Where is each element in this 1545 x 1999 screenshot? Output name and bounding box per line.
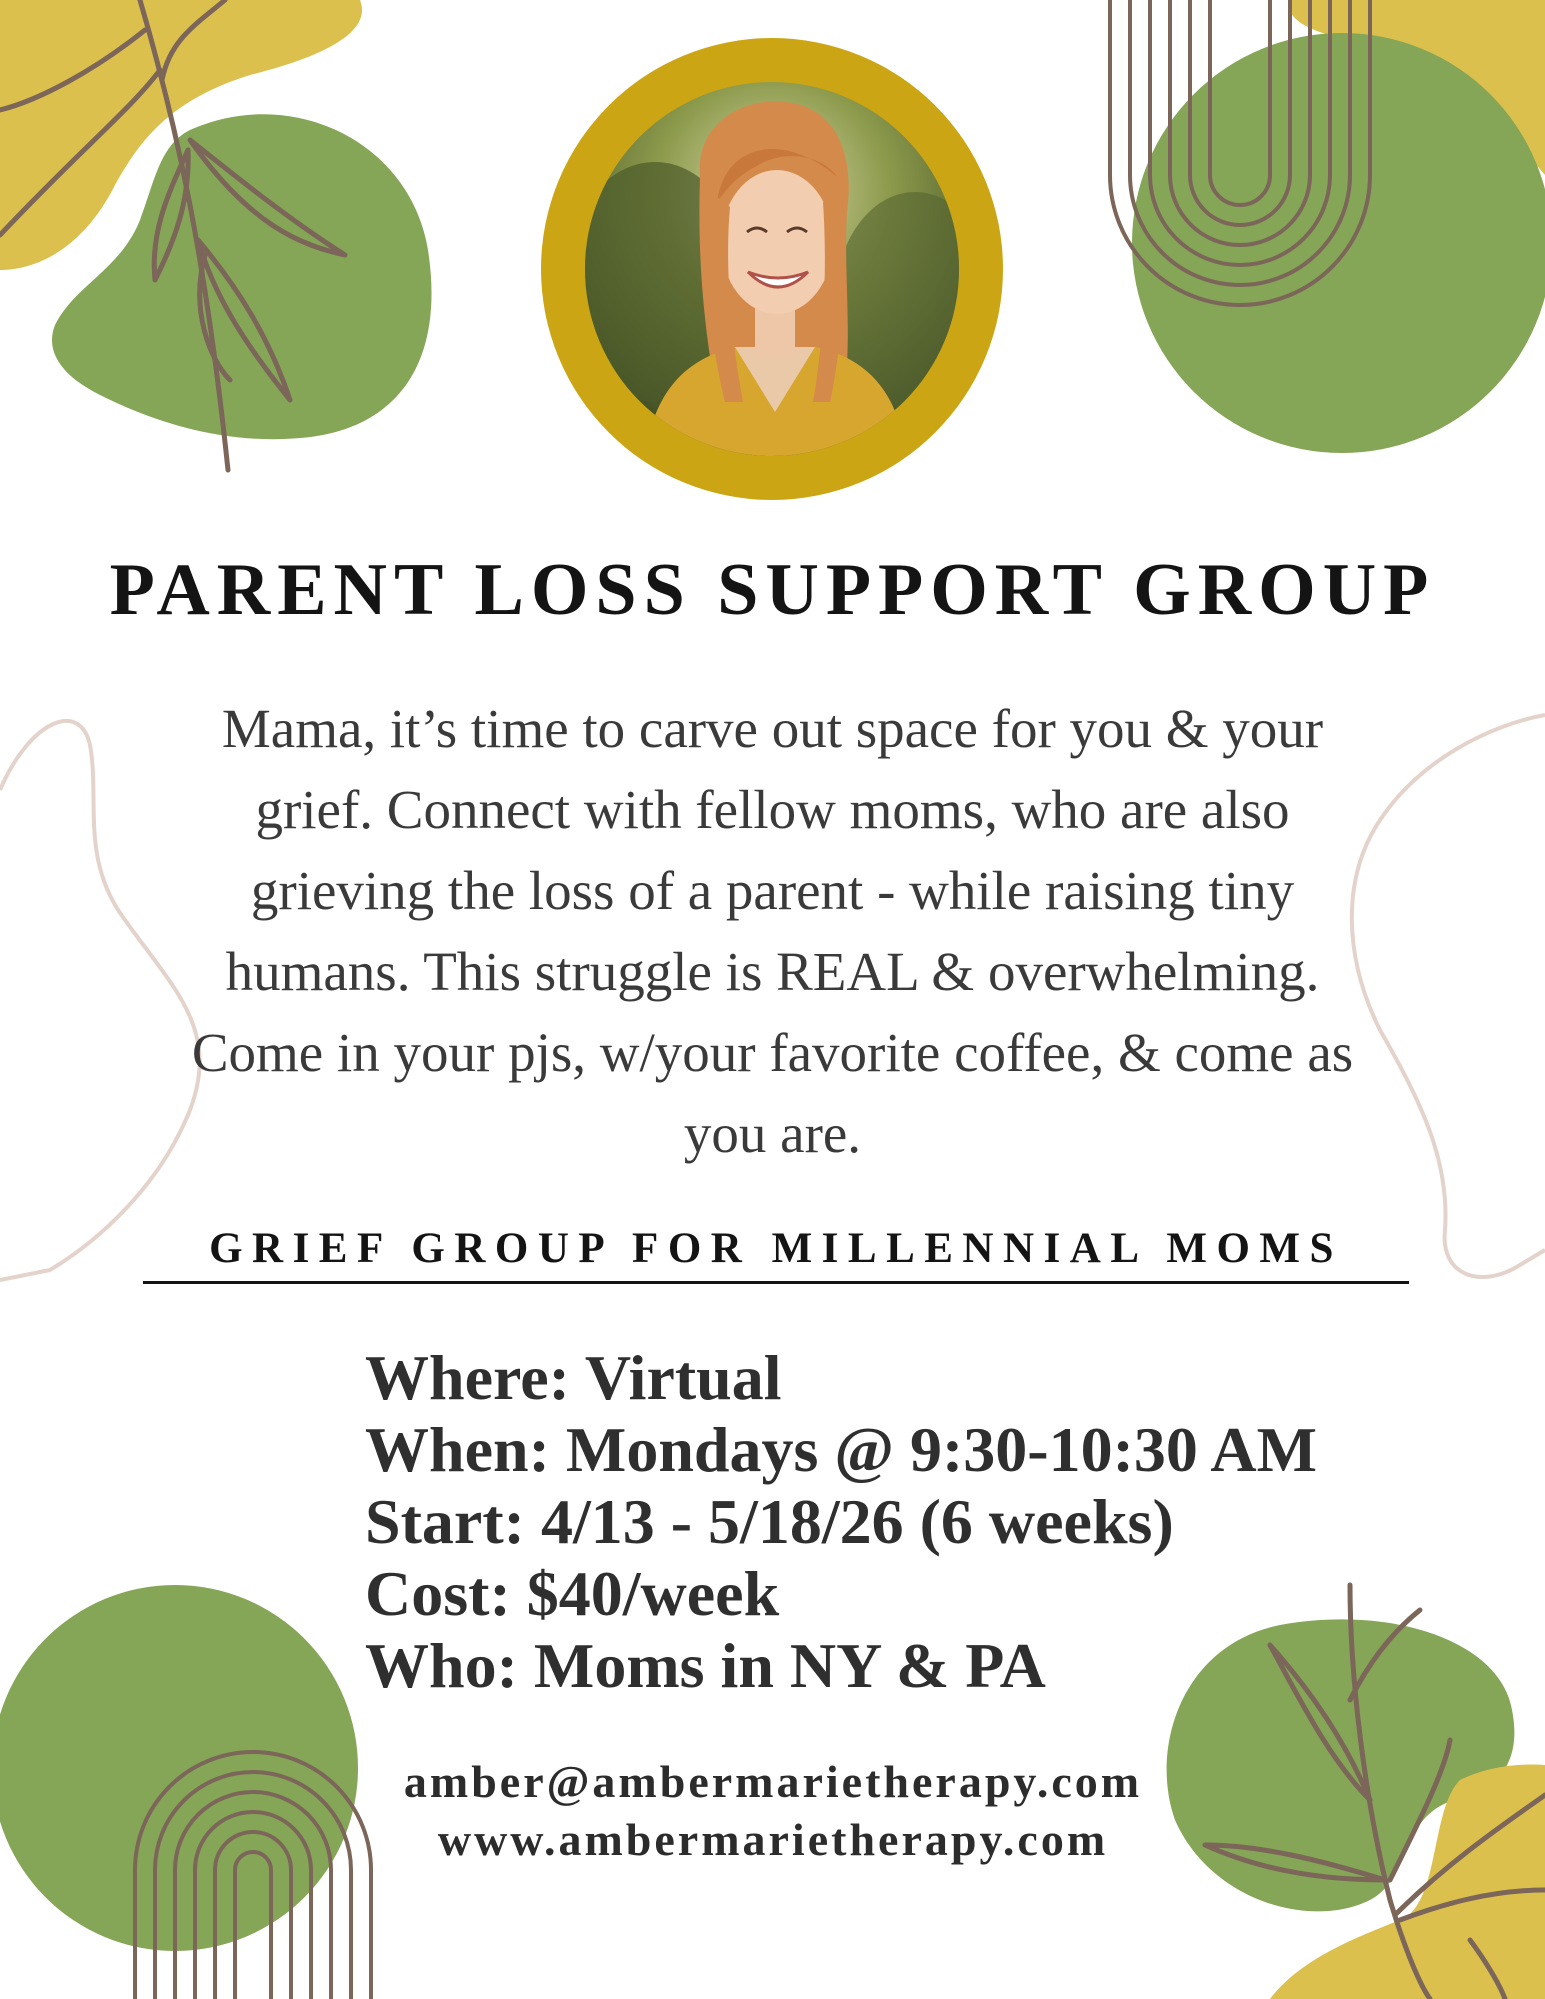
portrait-image <box>585 82 959 456</box>
intro-paragraph: Mama, it’s time to carve out space for you & your grief. Connect with fellow moms, who are also grieving the loss of a parent - while raising tiny humans. This struggle is REAL & overwhelming. Come in your pjs, w/your favorite coffee, & come as you are. <box>191 698 1354 1164</box>
beige-swirl-right <box>1352 715 1545 1277</box>
contact-block <box>383 1753 1163 1869</box>
detail-cost: Cost: $40/week <box>365 1558 780 1629</box>
contact-email[interactable]: amber@ambermarietherapy.com <box>403 1756 1143 1807</box>
green-blob-bottom-left <box>0 1585 358 1951</box>
detail-where: Where: Virtual <box>365 1342 782 1413</box>
detail-start: Start: 4/13 - 5/18/26 (6 weeks) <box>365 1486 1174 1557</box>
green-blob-top-right <box>1132 33 1545 453</box>
portrait-photo <box>585 82 959 456</box>
beige-swirl-left <box>0 721 200 1280</box>
page-title: PARENT LOSS SUPPORT GROUP <box>109 549 1436 631</box>
subtitle: GRIEF GROUP FOR MILLENNIAL MOMS <box>143 1224 1409 1284</box>
details-list <box>365 1342 1317 1702</box>
detail-when: When: Mondays @ 9:30-10:30 AM <box>365 1414 1317 1485</box>
contact-website[interactable]: www.ambermarietherapy.com <box>437 1814 1109 1865</box>
detail-who: Who: Moms in NY & PA <box>365 1630 1046 1701</box>
